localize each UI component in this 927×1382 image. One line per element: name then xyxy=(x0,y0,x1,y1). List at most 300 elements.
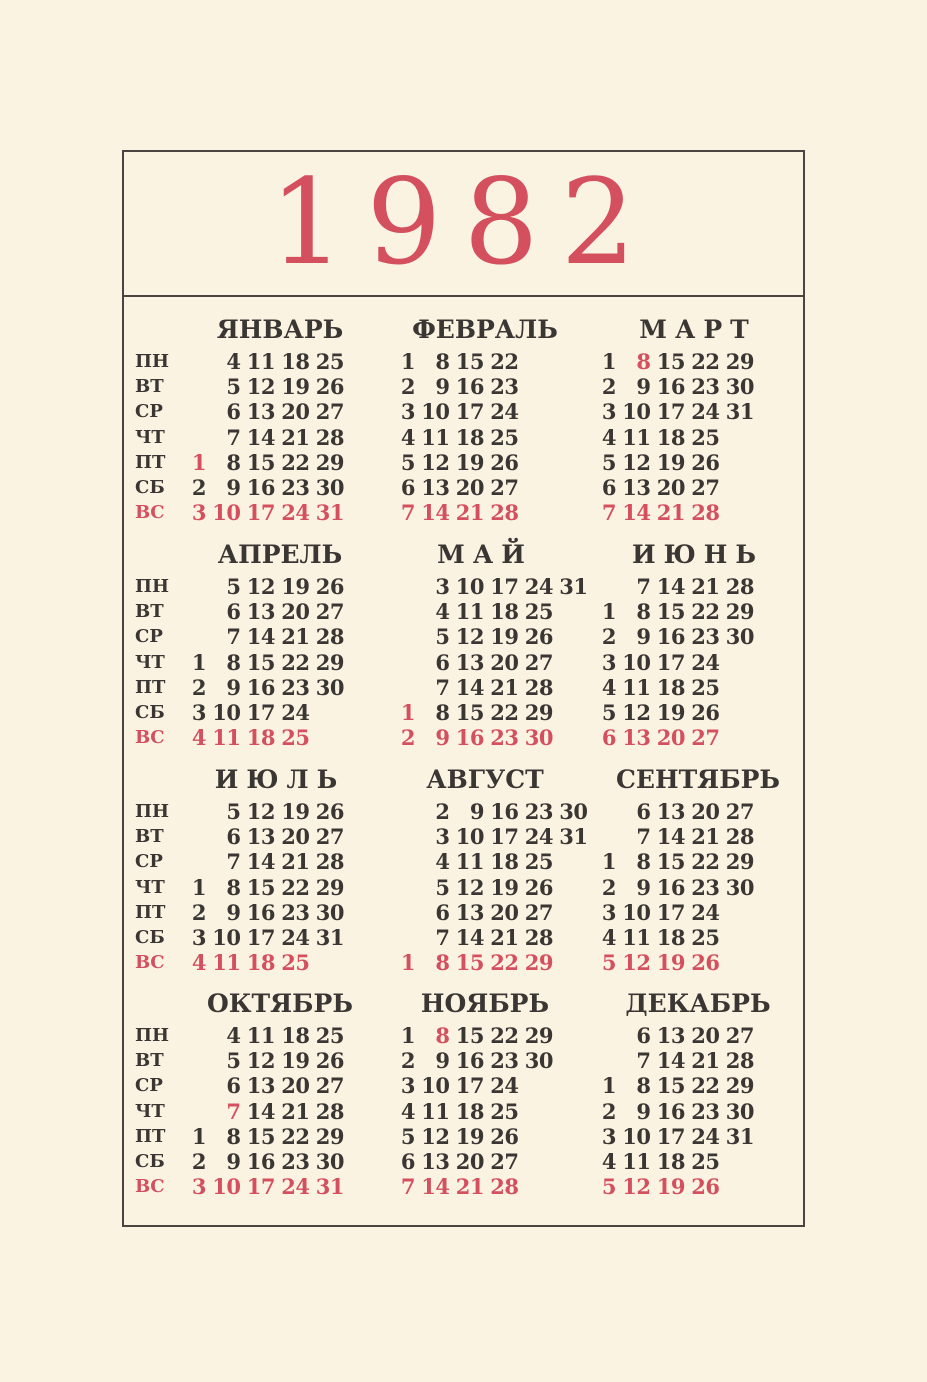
day-number: 23 xyxy=(691,874,720,900)
weekday-label: ЧТ xyxy=(135,876,165,898)
day-number: 18 xyxy=(455,424,484,450)
day-number: 12 xyxy=(622,1174,651,1200)
day-number: 13 xyxy=(622,475,651,500)
weekday-label: ПН xyxy=(135,1025,170,1046)
day-number: 21 xyxy=(281,1098,310,1124)
day-number: 19 xyxy=(455,1123,484,1149)
day-number: 7 xyxy=(435,674,450,700)
day-number: 9 xyxy=(435,1048,450,1074)
day-number: 3 xyxy=(601,1123,616,1149)
day-number: 30 xyxy=(524,1048,553,1074)
day-number: 28 xyxy=(691,500,720,526)
day-number: 28 xyxy=(725,824,754,850)
day-number: 5 xyxy=(400,1123,415,1149)
weekday-label: ЧТ xyxy=(135,651,165,673)
day-number: 11 xyxy=(622,424,651,450)
day-number: 6 xyxy=(636,799,651,824)
day-number: 16 xyxy=(246,899,275,925)
day-number: 1 xyxy=(191,1123,206,1149)
day-number: 23 xyxy=(281,899,310,925)
day-number: 22 xyxy=(281,649,310,675)
weekday-label: ВС xyxy=(135,727,165,749)
day-number: 21 xyxy=(455,1174,484,1200)
day-number: 6 xyxy=(601,475,616,500)
day-number: 8 xyxy=(435,700,450,725)
weekday-label: ПН xyxy=(135,801,170,822)
day-number: 26 xyxy=(490,449,519,475)
day-number: 12 xyxy=(421,1123,450,1149)
day-number: 16 xyxy=(246,1149,275,1174)
day-number: 1 xyxy=(191,649,206,675)
day-number: 8 xyxy=(226,1123,241,1149)
day-number: 14 xyxy=(421,500,450,526)
day-number: 22 xyxy=(691,349,720,374)
month-title: МАРТ xyxy=(639,315,757,344)
day-number: 1 xyxy=(400,349,415,374)
day-number: 24 xyxy=(691,899,720,925)
day-number: 23 xyxy=(490,1048,519,1074)
day-number: 17 xyxy=(246,500,275,526)
day-number: 27 xyxy=(725,799,754,824)
day-number: 9 xyxy=(226,674,241,700)
day-number: 17 xyxy=(656,649,685,675)
day-number: 2 xyxy=(435,799,450,824)
day-number: 28 xyxy=(490,500,519,526)
day-number: 4 xyxy=(226,349,241,374)
day-number: 15 xyxy=(246,874,275,900)
day-number: 13 xyxy=(455,899,484,925)
day-number: 17 xyxy=(490,574,519,599)
day-number: 26 xyxy=(524,624,553,650)
weekday-label: СБ xyxy=(135,702,165,723)
day-number: 13 xyxy=(656,799,685,824)
day-number: 30 xyxy=(524,725,553,751)
day-number: 20 xyxy=(490,649,519,675)
day-number: 24 xyxy=(490,1073,519,1099)
day-number: 21 xyxy=(281,424,310,450)
day-number: 12 xyxy=(246,574,275,599)
day-number: 11 xyxy=(246,349,275,374)
day-number: 2 xyxy=(400,725,415,751)
weekday-label: ЧТ xyxy=(135,426,165,448)
day-number: 10 xyxy=(455,824,484,850)
day-number: 23 xyxy=(281,674,310,700)
day-number: 25 xyxy=(490,1098,519,1124)
day-number: 11 xyxy=(622,674,651,700)
day-number: 15 xyxy=(656,849,685,875)
day-number: 14 xyxy=(246,849,275,875)
day-number: 8 xyxy=(435,950,450,976)
day-number: 1 xyxy=(191,874,206,900)
weekday-label: СР xyxy=(135,851,163,873)
day-number: 3 xyxy=(191,700,206,725)
month-title: ФЕВРАЛЬ xyxy=(412,315,558,344)
day-number: 30 xyxy=(315,899,344,925)
day-number: 31 xyxy=(315,1174,344,1200)
day-number: 7 xyxy=(435,925,450,950)
day-number: 20 xyxy=(656,725,685,751)
weekday-label: СБ xyxy=(135,927,165,948)
day-number: 10 xyxy=(622,649,651,675)
day-number: 31 xyxy=(315,925,344,950)
day-number: 17 xyxy=(455,1073,484,1099)
day-number: 23 xyxy=(691,374,720,400)
weekday-label: СР xyxy=(135,401,163,423)
day-number: 17 xyxy=(455,399,484,425)
day-number: 19 xyxy=(281,374,310,400)
day-number: 6 xyxy=(435,899,450,925)
day-number: 21 xyxy=(455,500,484,526)
day-number: 2 xyxy=(400,1048,415,1074)
day-number: 12 xyxy=(455,874,484,900)
day-number: 14 xyxy=(622,500,651,526)
day-number: 20 xyxy=(281,399,310,425)
day-number: 24 xyxy=(691,649,720,675)
day-number: 22 xyxy=(490,349,519,374)
day-number: 22 xyxy=(691,1073,720,1099)
day-number: 14 xyxy=(455,674,484,700)
day-number: 4 xyxy=(226,1023,241,1048)
day-number: 20 xyxy=(490,899,519,925)
day-number: 14 xyxy=(421,1174,450,1200)
day-number: 28 xyxy=(725,1048,754,1074)
day-number: 31 xyxy=(315,500,344,526)
day-number: 25 xyxy=(524,849,553,875)
day-number: 15 xyxy=(656,349,685,374)
day-number: 13 xyxy=(455,649,484,675)
day-number: 13 xyxy=(246,1073,275,1099)
month-title: АПРЕЛЬ xyxy=(217,540,343,569)
day-number: 9 xyxy=(636,624,651,650)
weekday-label: ПН xyxy=(135,351,170,372)
day-number: 12 xyxy=(421,449,450,475)
day-number: 23 xyxy=(691,1098,720,1124)
weekday-label: СР xyxy=(135,626,163,648)
day-number: 7 xyxy=(636,574,651,599)
day-number: 28 xyxy=(315,424,344,450)
day-number: 29 xyxy=(725,849,754,875)
day-number: 12 xyxy=(455,624,484,650)
day-number: 6 xyxy=(226,824,241,850)
day-number: 24 xyxy=(490,399,519,425)
day-number: 2 xyxy=(191,475,206,500)
day-number: 6 xyxy=(226,399,241,425)
day-number: 20 xyxy=(281,1073,310,1099)
day-number: 22 xyxy=(281,449,310,475)
day-number: 18 xyxy=(246,950,275,976)
day-number: 4 xyxy=(191,950,206,976)
day-number: 8 xyxy=(636,849,651,875)
weekday-label: ВТ xyxy=(135,376,164,398)
day-number: 7 xyxy=(400,1174,415,1200)
day-number: 1 xyxy=(191,449,206,475)
day-number: 26 xyxy=(691,1174,720,1200)
day-number: 5 xyxy=(400,449,415,475)
day-number: 18 xyxy=(455,1098,484,1124)
day-number: 9 xyxy=(435,374,450,400)
day-number: 25 xyxy=(691,424,720,450)
day-number: 21 xyxy=(691,824,720,850)
day-number: 10 xyxy=(421,1073,450,1099)
day-number: 22 xyxy=(281,1123,310,1149)
day-number: 13 xyxy=(246,599,275,625)
day-number: 17 xyxy=(246,700,275,725)
day-number: 4 xyxy=(435,599,450,625)
day-number: 16 xyxy=(246,475,275,500)
day-number: 6 xyxy=(226,599,241,625)
day-number: 18 xyxy=(656,925,685,950)
day-number: 29 xyxy=(725,1073,754,1099)
day-number: 31 xyxy=(725,399,754,425)
day-number: 7 xyxy=(226,424,241,450)
day-number: 13 xyxy=(246,399,275,425)
weekday-label: ВС xyxy=(135,502,165,524)
day-number: 18 xyxy=(281,349,310,374)
day-number: 12 xyxy=(246,1048,275,1074)
day-number: 5 xyxy=(226,574,241,599)
day-number: 10 xyxy=(212,925,241,950)
day-number: 30 xyxy=(725,624,754,650)
day-number: 3 xyxy=(601,649,616,675)
weekday-label: ВТ xyxy=(135,1050,164,1072)
day-number: 25 xyxy=(691,1149,720,1174)
day-number: 26 xyxy=(315,374,344,400)
day-number: 8 xyxy=(226,449,241,475)
day-number: 2 xyxy=(191,899,206,925)
day-number: 14 xyxy=(246,1098,275,1124)
day-number: 8 xyxy=(636,599,651,625)
day-number: 13 xyxy=(421,475,450,500)
day-number: 7 xyxy=(636,1048,651,1074)
day-number: 16 xyxy=(656,1098,685,1124)
day-number: 19 xyxy=(490,624,519,650)
day-number: 1 xyxy=(601,1073,616,1099)
day-number: 24 xyxy=(281,700,310,725)
day-number: 15 xyxy=(455,349,484,374)
day-number: 12 xyxy=(622,449,651,475)
day-number: 14 xyxy=(656,574,685,599)
month-title: ДЕКАБРЬ xyxy=(625,989,771,1018)
day-number: 17 xyxy=(246,925,275,950)
day-number: 23 xyxy=(490,725,519,751)
year-title: 1982 xyxy=(269,153,658,291)
day-number: 26 xyxy=(490,1123,519,1149)
weekday-label: СБ xyxy=(135,477,165,498)
day-number: 12 xyxy=(246,799,275,824)
day-number: 19 xyxy=(281,1048,310,1074)
day-number: 19 xyxy=(656,449,685,475)
day-number: 20 xyxy=(281,824,310,850)
day-number: 3 xyxy=(601,899,616,925)
day-number: 3 xyxy=(400,1073,415,1099)
weekday-label: ПТ xyxy=(135,676,166,698)
day-number: 29 xyxy=(725,599,754,625)
day-number: 19 xyxy=(656,700,685,725)
day-number: 23 xyxy=(691,624,720,650)
day-number: 15 xyxy=(656,1073,685,1099)
day-number: 10 xyxy=(212,1174,241,1200)
weekday-label: ПТ xyxy=(135,1125,166,1147)
day-number: 9 xyxy=(636,374,651,400)
day-number: 8 xyxy=(226,874,241,900)
day-number: 23 xyxy=(490,374,519,400)
day-number: 24 xyxy=(281,500,310,526)
day-number: 21 xyxy=(656,500,685,526)
day-number: 16 xyxy=(656,374,685,400)
day-number: 21 xyxy=(281,849,310,875)
day-number: 6 xyxy=(601,725,616,751)
day-number: 6 xyxy=(636,1023,651,1048)
day-number: 26 xyxy=(315,574,344,599)
day-number: 15 xyxy=(246,649,275,675)
day-number: 20 xyxy=(455,475,484,500)
day-number: 26 xyxy=(315,799,344,824)
day-number: 3 xyxy=(191,1174,206,1200)
day-number: 10 xyxy=(212,700,241,725)
day-number: 15 xyxy=(656,599,685,625)
day-number: 12 xyxy=(622,950,651,976)
day-number: 26 xyxy=(691,700,720,725)
month-title: ОКТЯБРЬ xyxy=(207,989,353,1018)
day-number: 12 xyxy=(622,700,651,725)
day-number: 9 xyxy=(226,899,241,925)
day-number: 11 xyxy=(622,925,651,950)
day-number: 7 xyxy=(226,624,241,650)
day-number: 27 xyxy=(691,475,720,500)
day-number: 28 xyxy=(490,1174,519,1200)
day-number: 7 xyxy=(226,1098,241,1124)
day-number: 11 xyxy=(212,950,241,976)
day-number: 25 xyxy=(281,950,310,976)
day-number: 13 xyxy=(656,1023,685,1048)
day-number: 2 xyxy=(191,1149,206,1174)
day-number: 21 xyxy=(281,624,310,650)
month-title: АВГУСТ xyxy=(426,765,544,794)
day-number: 7 xyxy=(636,824,651,850)
day-number: 5 xyxy=(226,799,241,824)
day-number: 15 xyxy=(246,1123,275,1149)
day-number: 28 xyxy=(524,674,553,700)
day-number: 10 xyxy=(421,399,450,425)
day-number: 7 xyxy=(226,849,241,875)
weekday-label: ПН xyxy=(135,576,170,597)
day-number: 11 xyxy=(212,725,241,751)
day-number: 4 xyxy=(601,1149,616,1174)
day-number: 22 xyxy=(691,599,720,625)
day-number: 1 xyxy=(601,599,616,625)
day-number: 8 xyxy=(435,349,450,374)
day-number: 16 xyxy=(455,1048,484,1074)
day-number: 27 xyxy=(315,824,344,850)
day-number: 4 xyxy=(601,424,616,450)
day-number: 25 xyxy=(691,925,720,950)
day-number: 3 xyxy=(191,925,206,950)
day-number: 2 xyxy=(400,374,415,400)
day-number: 14 xyxy=(656,824,685,850)
day-number: 30 xyxy=(315,674,344,700)
day-number: 11 xyxy=(622,1149,651,1174)
day-number: 6 xyxy=(400,475,415,500)
day-number: 28 xyxy=(524,925,553,950)
day-number: 3 xyxy=(435,574,450,599)
month-title: СЕНТЯБРЬ xyxy=(615,765,781,794)
month-title: МАЙ xyxy=(437,540,533,569)
day-number: 16 xyxy=(455,725,484,751)
day-number: 27 xyxy=(524,649,553,675)
day-number: 27 xyxy=(490,475,519,500)
day-number: 27 xyxy=(524,899,553,925)
day-number: 18 xyxy=(490,849,519,875)
day-number: 14 xyxy=(246,424,275,450)
day-number: 23 xyxy=(281,1149,310,1174)
day-number: 18 xyxy=(281,1023,310,1048)
day-number: 19 xyxy=(281,574,310,599)
day-number: 28 xyxy=(725,574,754,599)
day-number: 8 xyxy=(226,649,241,675)
day-number: 11 xyxy=(421,424,450,450)
day-number: 27 xyxy=(490,1149,519,1174)
day-number: 7 xyxy=(601,500,616,526)
day-number: 16 xyxy=(246,674,275,700)
day-number: 20 xyxy=(281,599,310,625)
day-number: 21 xyxy=(691,1048,720,1074)
weekday-label: ВС xyxy=(135,1176,165,1198)
day-number: 3 xyxy=(601,399,616,425)
day-number: 18 xyxy=(656,1149,685,1174)
day-number: 23 xyxy=(524,799,553,824)
day-number: 8 xyxy=(636,1073,651,1099)
day-number: 26 xyxy=(315,1048,344,1074)
day-number: 9 xyxy=(636,1098,651,1124)
day-number: 6 xyxy=(435,649,450,675)
weekday-label: ВТ xyxy=(135,601,164,623)
day-number: 8 xyxy=(435,1023,450,1048)
day-number: 6 xyxy=(226,1073,241,1099)
month-title: ЯНВАРЬ xyxy=(216,315,344,344)
day-number: 5 xyxy=(601,700,616,725)
day-number: 4 xyxy=(435,849,450,875)
day-number: 27 xyxy=(315,1073,344,1099)
weekday-label: ЧТ xyxy=(135,1100,165,1122)
day-number: 24 xyxy=(691,1123,720,1149)
day-number: 25 xyxy=(490,424,519,450)
day-number: 5 xyxy=(601,449,616,475)
day-number: 4 xyxy=(400,1098,415,1124)
day-number: 26 xyxy=(524,874,553,900)
day-number: 5 xyxy=(435,624,450,650)
day-number: 9 xyxy=(435,725,450,751)
day-number: 14 xyxy=(246,624,275,650)
day-number: 16 xyxy=(490,799,519,824)
day-number: 29 xyxy=(524,700,553,725)
day-number: 26 xyxy=(691,950,720,976)
day-number: 11 xyxy=(421,1098,450,1124)
day-number: 15 xyxy=(246,449,275,475)
day-number: 24 xyxy=(691,399,720,425)
month-title: ИЮЛЬ xyxy=(214,765,346,794)
day-number: 13 xyxy=(622,725,651,751)
day-number: 16 xyxy=(656,874,685,900)
day-number: 18 xyxy=(656,424,685,450)
day-number: 4 xyxy=(601,674,616,700)
weekday-label: ВС xyxy=(135,952,165,974)
day-number: 17 xyxy=(656,1123,685,1149)
day-number: 2 xyxy=(601,874,616,900)
day-number: 17 xyxy=(656,399,685,425)
day-number: 17 xyxy=(490,824,519,850)
day-number: 24 xyxy=(281,1174,310,1200)
day-number: 9 xyxy=(636,874,651,900)
